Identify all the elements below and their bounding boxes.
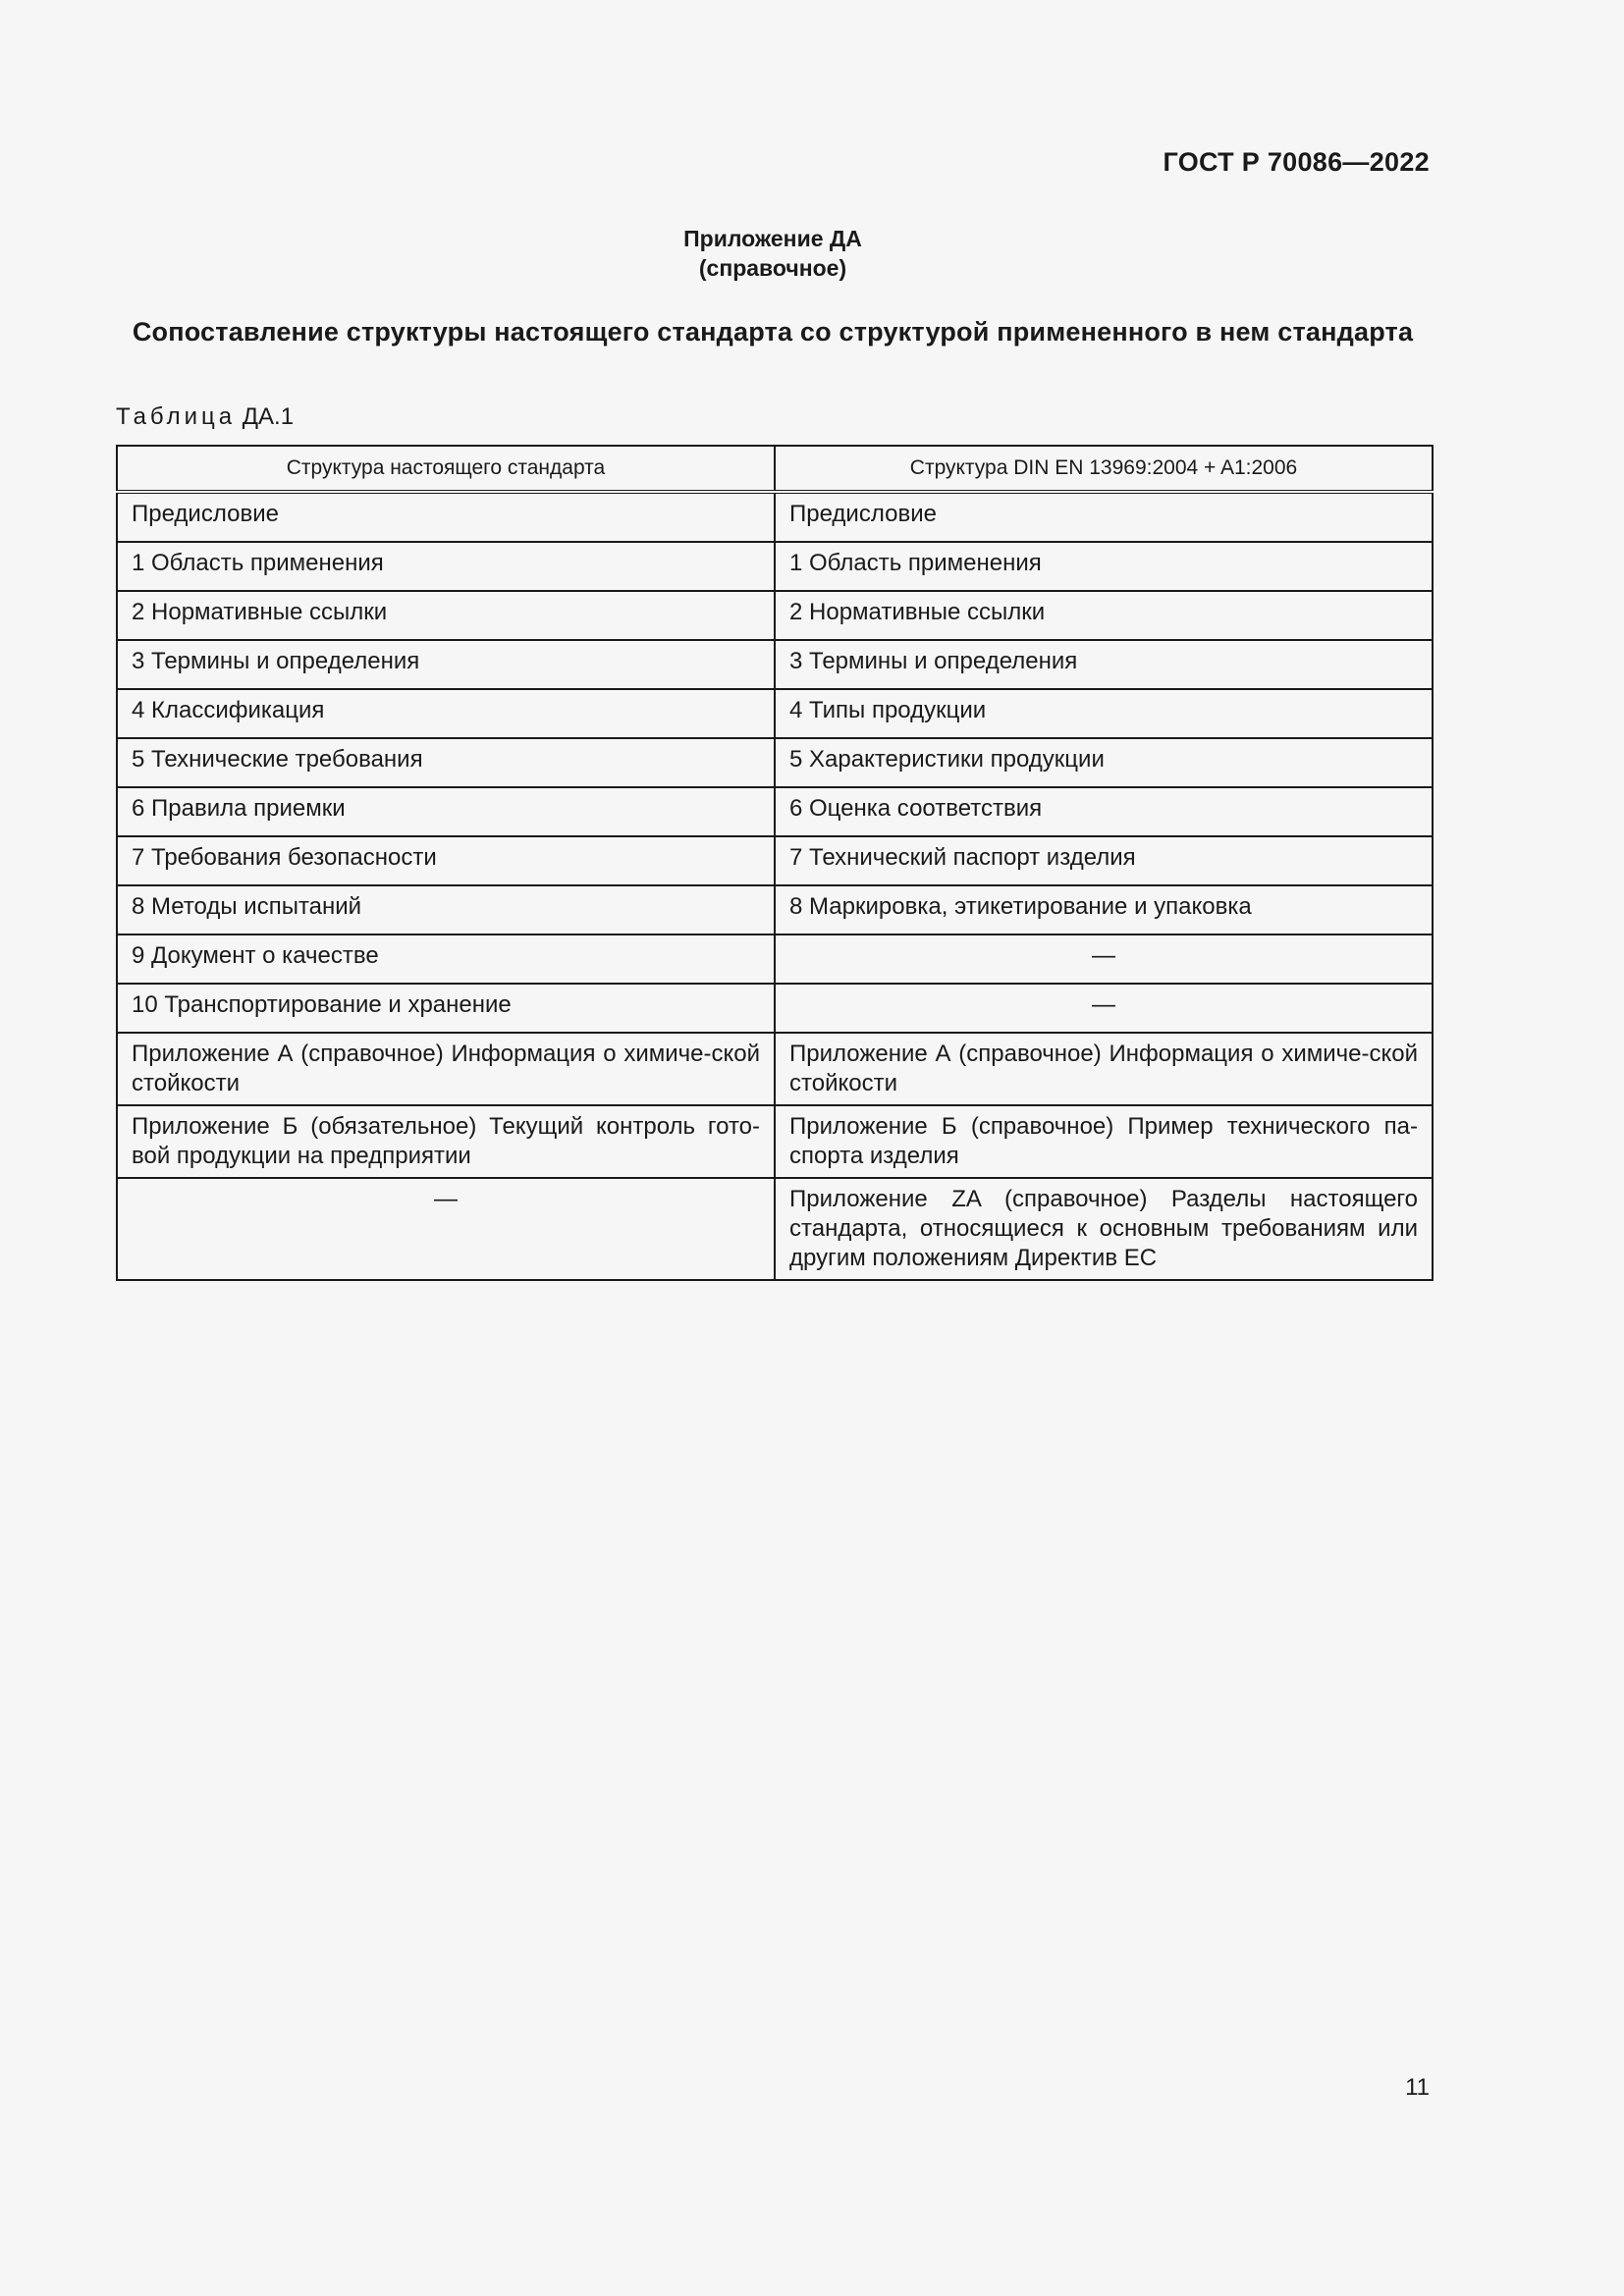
table-row xyxy=(117,738,1433,787)
document-code: ГОСТ Р 70086—2022 xyxy=(1163,147,1430,177)
table-cell-empty-dash: — xyxy=(117,1178,775,1280)
table-cell-empty-dash: — xyxy=(775,984,1433,1033)
table-cell: Приложение Б (справочное) Пример технического па-спорта изделия xyxy=(775,1105,1433,1178)
table-cell: Предисловие xyxy=(775,492,1433,542)
table-cell: 8 Маркировка, этикетирование и упаковка xyxy=(775,885,1433,934)
table-cell: 6 Правила приемки xyxy=(117,787,775,836)
table-cell: 8 Методы испытаний xyxy=(117,885,775,934)
table-cell-empty-dash: — xyxy=(775,934,1433,984)
appendix-title: Приложение ДА xyxy=(683,226,862,251)
table-cell: 9 Документ о качестве xyxy=(117,934,775,984)
comparison-table xyxy=(116,445,1434,1281)
table-row xyxy=(117,787,1433,836)
table-row xyxy=(117,934,1433,984)
table-cell: 6 Оценка соответствия xyxy=(775,787,1433,836)
table-cell: Приложение Б (обязательное) Текущий контроль гото-вой продукции на предприятии xyxy=(117,1105,775,1178)
table-label-number: ДА.1 xyxy=(242,403,295,430)
table-cell: Приложение А (справочное) Информация о химиче-ской стойкости xyxy=(117,1033,775,1105)
table-row xyxy=(117,492,1433,542)
page-number: 11 xyxy=(1405,2074,1430,2101)
table-header-row xyxy=(117,446,1433,492)
table-row xyxy=(117,836,1433,885)
table-row xyxy=(117,984,1433,1033)
table-cell: 4 Типы продукции xyxy=(775,689,1433,738)
table-cell: 1 Область применения xyxy=(117,542,775,591)
appendix-title-block xyxy=(0,224,1545,283)
table-label-prefix: Таблица xyxy=(116,403,237,430)
table-cell: Предисловие xyxy=(117,492,775,542)
table-row xyxy=(117,1178,1433,1280)
table-label xyxy=(116,403,294,431)
table-cell: Приложение ZA (справочное) Разделы настоящего стандарта, относящиеся к основным требованиям или другим положениям Директив ЕС xyxy=(775,1178,1433,1280)
table-row xyxy=(117,1105,1433,1178)
table-row xyxy=(117,591,1433,640)
table-row xyxy=(117,689,1433,738)
table-cell: 1 Область применения xyxy=(775,542,1433,591)
table-row xyxy=(117,542,1433,591)
table-cell: 4 Классификация xyxy=(117,689,775,738)
table-cell: Приложение А (справочное) Информация о химиче-ской стойкости xyxy=(775,1033,1433,1105)
table-row xyxy=(117,885,1433,934)
table-cell: 3 Термины и определения xyxy=(775,640,1433,689)
table-cell: 10 Транспортирование и хранение xyxy=(117,984,775,1033)
table-cell: 5 Технические требования xyxy=(117,738,775,787)
table-row xyxy=(117,1033,1433,1105)
header-cell-this-standard: Структура настоящего стандарта xyxy=(117,446,775,492)
table-cell: 3 Термины и определения xyxy=(117,640,775,689)
table-cell: 7 Технический паспорт изделия xyxy=(775,836,1433,885)
table-cell: 5 Характеристики продукции xyxy=(775,738,1433,787)
appendix-subtitle: (справочное) xyxy=(698,255,847,281)
table-cell: 2 Нормативные ссылки xyxy=(775,591,1433,640)
table-row xyxy=(117,640,1433,689)
header-cell-din-standard: Структура DIN EN 13969:2004 + A1:2006 xyxy=(775,446,1433,492)
section-heading: Сопоставление структуры настоящего стандарта со структурой примененного в нем стандарта xyxy=(132,317,1414,347)
table-cell: 7 Требования безопасности xyxy=(117,836,775,885)
table-cell: 2 Нормативные ссылки xyxy=(117,591,775,640)
